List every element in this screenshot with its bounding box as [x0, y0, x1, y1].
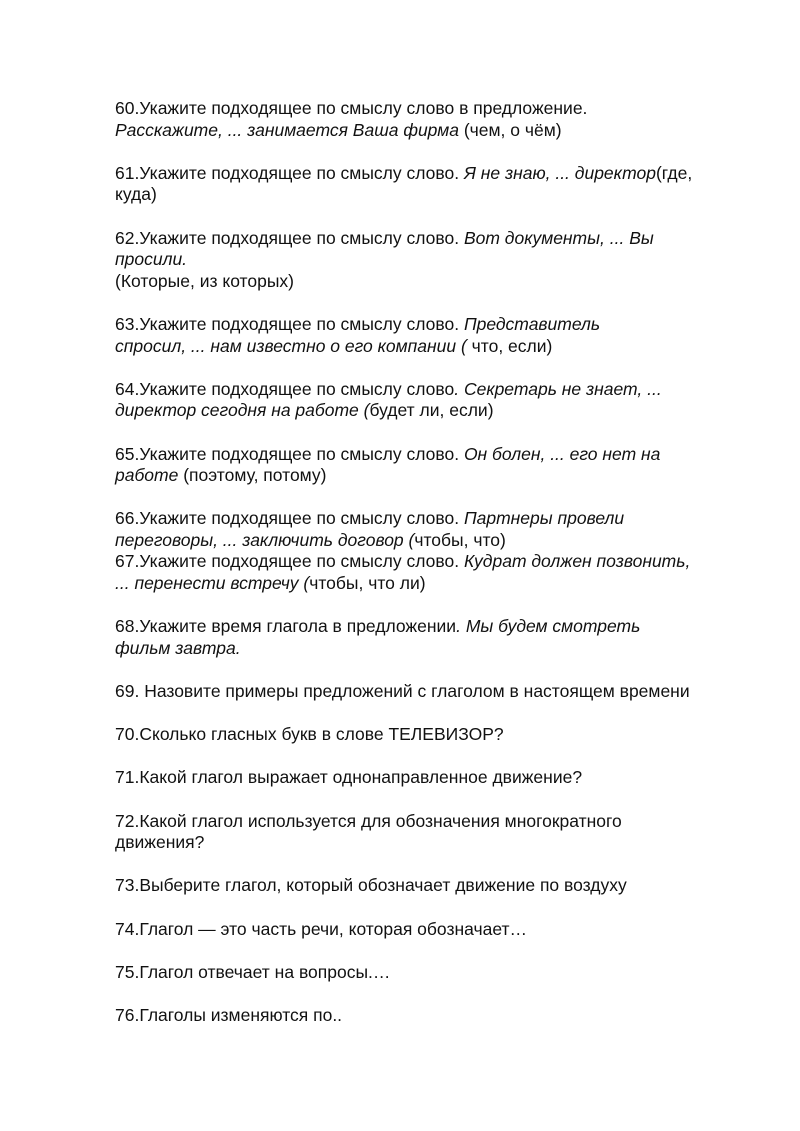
question-text: (где,	[655, 162, 693, 183]
paragraph-spacer	[115, 854, 755, 876]
question-example-text: Вот документы, ... Вы	[463, 227, 654, 248]
paragraph-spacer	[115, 703, 755, 725]
question-example-text: ... перенести встречу (	[115, 573, 310, 594]
paragraph-spacer	[115, 141, 755, 163]
question-line	[115, 228, 755, 250]
question-line	[115, 336, 755, 358]
paragraph-spacer	[115, 897, 755, 919]
question-line	[115, 638, 755, 660]
question-line	[115, 530, 755, 552]
question-text: 69. Назовите примеры предложений с глаголом в настоящем времени	[115, 681, 690, 702]
question-text: 74.Глагол — это часть речи, которая обозначает…	[115, 918, 528, 939]
question-item	[115, 508, 755, 551]
question-example-text: . Секретарь не знает, ...	[454, 378, 662, 399]
question-example-text: просили.	[115, 249, 188, 270]
question-line	[115, 444, 755, 466]
question-item	[115, 551, 755, 594]
question-item	[115, 616, 755, 659]
paragraph-spacer	[115, 487, 755, 509]
question-line	[115, 681, 755, 703]
question-text: 67.Укажите подходящее по смыслу слово.	[115, 551, 464, 572]
question-text: 68.Укажите время глагола в предложении	[115, 616, 457, 637]
question-text: 76.Глаголы изменяются по..	[115, 1004, 343, 1025]
question-example-text: Партнеры провели	[463, 508, 625, 529]
question-text: 65.Укажите подходящее по смыслу слово.	[115, 443, 464, 464]
question-example-text: Кудрат должен позвонить,	[463, 551, 691, 572]
question-line	[115, 551, 755, 573]
question-item	[115, 875, 755, 897]
question-line	[115, 184, 755, 206]
question-item	[115, 1005, 755, 1027]
question-line	[115, 767, 755, 789]
question-text: будет ли, если)	[369, 400, 494, 421]
question-line	[115, 271, 755, 293]
question-text: (чем, о чём)	[458, 119, 562, 140]
question-text: 70.Сколько гласных букв в слове ТЕЛЕВИЗОР?	[115, 724, 504, 745]
question-line	[115, 962, 755, 984]
question-line	[115, 163, 755, 185]
paragraph-spacer	[115, 206, 755, 228]
question-example-text: . Мы будем смотреть	[456, 616, 641, 637]
question-line	[115, 249, 755, 271]
question-example-text: переговоры, ... заключить договор (	[115, 529, 415, 550]
question-line	[115, 379, 755, 401]
paragraph-spacer	[115, 789, 755, 811]
question-example-text: работе	[115, 465, 179, 486]
question-example-text: директор сегодня на работе (	[115, 400, 370, 421]
question-example-text: фильм завтра.	[115, 637, 241, 658]
question-line	[115, 400, 755, 422]
question-text: 62.Укажите подходящее по смыслу слово.	[115, 227, 464, 248]
question-item	[115, 681, 755, 703]
question-text: 60.Укажите подходящее по смыслу слово в предложение.	[115, 98, 588, 118]
question-item	[115, 767, 755, 789]
question-item	[115, 724, 755, 746]
question-line	[115, 616, 755, 638]
question-line	[115, 120, 755, 142]
question-line	[115, 875, 755, 897]
question-line	[115, 724, 755, 746]
paragraph-spacer	[115, 983, 755, 1005]
paragraph-spacer	[115, 357, 755, 379]
document-page	[115, 98, 755, 1027]
question-line	[115, 508, 755, 530]
paragraph-spacer	[115, 940, 755, 962]
question-line	[115, 314, 755, 336]
question-item	[115, 444, 755, 487]
question-text: 63.Укажите подходящее по смыслу слово.	[115, 313, 464, 334]
question-item	[115, 228, 755, 293]
question-text: 71.Какой глагол выражает однонаправленное движение?	[115, 767, 583, 788]
question-line	[115, 1005, 755, 1027]
question-line	[115, 98, 755, 120]
paragraph-spacer	[115, 595, 755, 617]
question-item	[115, 314, 755, 357]
question-text: (Которые, из которых)	[115, 270, 294, 291]
question-item	[115, 163, 755, 206]
question-text: чтобы, что ли)	[309, 573, 426, 594]
question-line	[115, 573, 755, 595]
question-item	[115, 919, 755, 941]
question-line	[115, 919, 755, 941]
question-text: 73.Выберите глагол, который обозначает движение по воздуху	[115, 875, 627, 896]
question-line	[115, 465, 755, 487]
paragraph-spacer	[115, 292, 755, 314]
paragraph-spacer	[115, 422, 755, 444]
question-item	[115, 379, 755, 422]
question-line	[115, 811, 755, 833]
question-text: 75.Глагол отвечает на вопросы.…	[115, 961, 391, 982]
question-text: чтобы, что)	[414, 529, 506, 550]
question-example-text: Он болен, ... его нет на	[463, 443, 661, 464]
question-example-text: Представитель	[463, 313, 601, 334]
question-text: 72.Какой глагол используется для обозначения многократного	[115, 810, 622, 831]
question-text: движения?	[115, 832, 205, 853]
question-text: что, если)	[466, 335, 553, 356]
question-item	[115, 962, 755, 984]
question-example-text: Расскажите, ... занимается Ваша фирма	[115, 119, 459, 140]
question-example-text: Я не знаю, ... директор	[463, 162, 656, 183]
paragraph-spacer	[115, 746, 755, 768]
question-example-text: спросил, ... нам известно о его компании (	[115, 335, 467, 356]
question-text: 64.Укажите подходящее по смыслу слово	[115, 378, 455, 399]
question-item	[115, 811, 755, 854]
question-line	[115, 832, 755, 854]
question-text: 61.Укажите подходящее по смыслу слово.	[115, 162, 464, 183]
question-text: (поэтому, потому)	[178, 465, 327, 486]
question-item	[115, 98, 755, 141]
question-text: куда)	[115, 184, 157, 205]
question-text: 66.Укажите подходящее по смыслу слово.	[115, 508, 464, 529]
paragraph-spacer	[115, 659, 755, 681]
